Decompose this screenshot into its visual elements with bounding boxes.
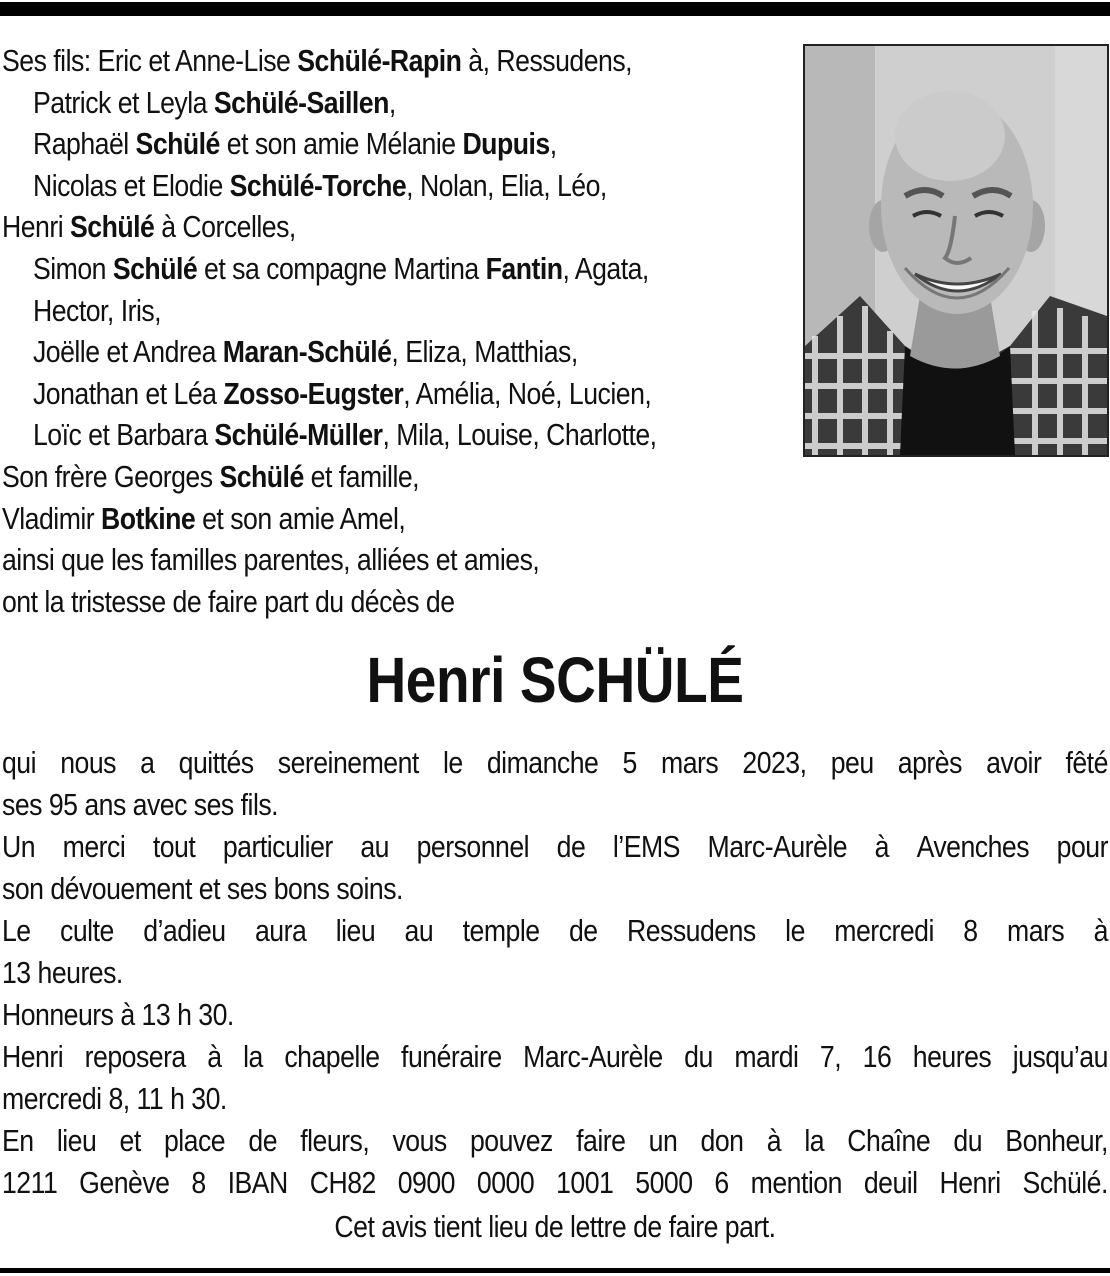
word: vous (392, 1123, 447, 1158)
body-line (2, 1120, 1108, 1162)
family-surname: Botkine (101, 500, 196, 536)
bottom-rule (0, 1268, 1110, 1273)
word: tout (152, 829, 196, 864)
family-line (2, 40, 690, 82)
family-announcement (2, 40, 802, 622)
family-surname: Schülé-Torche (229, 167, 407, 203)
family-surname: Schülé (135, 126, 220, 162)
word: 8 (963, 913, 978, 948)
family-line (2, 82, 690, 124)
word: lieu (335, 913, 376, 948)
body-paragraph (2, 994, 1108, 1036)
word: sereinement (277, 745, 419, 780)
word: dimanche (486, 745, 599, 780)
word: Henri (939, 1165, 1001, 1200)
word: mercredi (834, 913, 934, 948)
family-text: Simon (32, 250, 113, 286)
word: Un (2, 829, 36, 864)
family-text: Loïc et Barbara (32, 417, 215, 453)
family-line (2, 498, 690, 540)
word: l’EMS (612, 829, 680, 864)
portrait-photo (803, 44, 1109, 457)
word: à (874, 829, 889, 864)
word: la (804, 1123, 825, 1158)
family-text: Hector, Iris, (32, 292, 162, 328)
family-surname: Schülé (70, 209, 155, 245)
family-text: Vladimir (2, 500, 102, 536)
family-text: à, Ressudens, (461, 43, 633, 78)
word: 0900 (397, 1165, 455, 1200)
family-text: Jonathan et Léa (32, 375, 224, 411)
word: Henri (2, 1039, 64, 1074)
word: nous (60, 745, 116, 780)
word: jusqu’au (1012, 1039, 1108, 1074)
body-line (2, 1036, 1108, 1078)
body-paragraph (2, 910, 1108, 994)
word: 6 (714, 1165, 729, 1200)
word: Avenches (916, 829, 1030, 864)
word: et (119, 1123, 141, 1158)
word: 7, (819, 1039, 842, 1074)
family-text: , Agata, (562, 250, 649, 286)
word: mars (661, 745, 719, 780)
family-line (2, 539, 690, 581)
family-surname: Maran-Schülé (222, 334, 392, 370)
word: deuil (863, 1165, 918, 1200)
family-text: et sa compagne Martina (197, 250, 486, 286)
family-surname: Schülé-Müller (214, 417, 383, 453)
word: le (442, 745, 463, 780)
word: 2023, (742, 745, 807, 780)
word: place (163, 1123, 226, 1158)
word: reposera (84, 1039, 186, 1074)
word: Ressudens (627, 913, 756, 948)
family-text: Ses fils: Eric et Anne-Lise (2, 43, 298, 78)
family-text: , Nolan, Elia, Léo, (406, 167, 607, 203)
word: mention (750, 1165, 842, 1200)
word: 0000 (476, 1165, 535, 1200)
portrait-illustration (805, 46, 1107, 455)
body-line: Honneurs à 13 h 30. (2, 997, 234, 1032)
word: un (648, 1123, 678, 1158)
family-text: Patrick et Leyla (32, 84, 214, 120)
family-line (2, 123, 690, 165)
word: du (684, 1039, 713, 1074)
word: de (568, 913, 598, 948)
word: 5000 (635, 1165, 693, 1200)
word: culte (60, 913, 114, 948)
family-line (2, 581, 690, 623)
body-paragraph (2, 826, 1108, 910)
word: 5 (622, 745, 637, 780)
family-surname: Schülé-Saillen (213, 84, 389, 120)
family-text: , (549, 126, 557, 162)
word: peu (830, 745, 874, 780)
word: quittés (178, 745, 254, 780)
family-line (2, 165, 690, 207)
word: Chaîne (847, 1123, 931, 1158)
word: avoir (986, 745, 1042, 780)
body-line: son dévouement et ses bons soins. (2, 871, 403, 906)
body-line: mercredi 8, 11 h 30. (2, 1081, 227, 1116)
word: pouvez (470, 1123, 553, 1158)
footer-note: Cet avis tient lieu de lettre de faire part. (334, 1209, 776, 1244)
family-text: et famille, (303, 458, 420, 494)
word: à (766, 1123, 782, 1158)
word: qui (2, 745, 37, 780)
word: don (700, 1123, 744, 1158)
body-line (2, 1162, 1108, 1204)
body-paragraph (2, 742, 1108, 826)
word: 8 (191, 1165, 206, 1200)
family-text: , (388, 84, 396, 120)
announcement-body (2, 742, 1108, 1204)
word: de (248, 1123, 278, 1158)
family-text: à Corcelles, (154, 209, 296, 245)
family-surname: Schülé (219, 458, 304, 494)
word: après (897, 745, 962, 780)
word: lieu (56, 1123, 97, 1158)
word: heures (912, 1039, 992, 1074)
family-surname: Schülé-Rapin (297, 43, 462, 78)
family-text: , Mila, Louise, Charlotte, (382, 417, 657, 453)
family-text: ont la tristesse de faire part du décès de (2, 583, 455, 619)
family-surname: Dupuis (462, 126, 550, 162)
word: personnel (416, 829, 530, 864)
top-rule (0, 2, 1110, 16)
family-line (2, 331, 690, 373)
word: Schülé. (1022, 1165, 1108, 1200)
family-text: , Eliza, Matthias, (391, 334, 578, 370)
word: mars (1007, 913, 1065, 948)
word: Bonheur, (1005, 1123, 1108, 1158)
family-line (2, 248, 690, 290)
word: funéraire (401, 1039, 502, 1074)
family-text: et son amie Mélanie (219, 126, 463, 162)
word: au (404, 913, 434, 948)
family-surname: Schülé (112, 250, 198, 286)
family-line (2, 290, 690, 332)
family-text: , Amélia, Noé, Lucien, (403, 375, 652, 411)
word: mardi (734, 1039, 799, 1074)
word: fleurs, (300, 1123, 370, 1158)
deceased-name: Henri SCHÜLÉ (366, 644, 744, 716)
word: aura (254, 913, 307, 948)
word: pour (1056, 829, 1108, 864)
body-paragraph (2, 1120, 1108, 1204)
word: Le (2, 913, 31, 948)
family-text: Raphaël (32, 126, 136, 162)
word: de (556, 829, 586, 864)
family-text: Henri (2, 209, 71, 245)
word: la (243, 1039, 263, 1074)
word: En (2, 1123, 34, 1158)
word: à (207, 1039, 222, 1074)
word: Marc-Aurèle (523, 1039, 663, 1074)
word: fêté (1065, 745, 1108, 780)
body-line (2, 910, 1108, 952)
word: 1211 (2, 1165, 58, 1200)
word: au (360, 829, 389, 864)
word: 1001 (556, 1165, 614, 1200)
word: faire (576, 1123, 626, 1158)
body-line: 13 heures. (2, 955, 123, 990)
family-text: Nicolas et Elodie (32, 167, 230, 203)
body-line (2, 826, 1108, 868)
family-line (2, 206, 690, 248)
family-surname: Zosso-Eugster (223, 375, 404, 411)
body-line (2, 742, 1108, 784)
word: IBAN (227, 1165, 288, 1200)
word: CH82 (309, 1165, 376, 1200)
word: chapelle (284, 1039, 380, 1074)
family-line (2, 456, 690, 498)
family-text: Joëlle et Andrea (32, 334, 223, 370)
family-line (2, 373, 690, 415)
word: particulier (222, 829, 333, 864)
word: Marc-Aurèle (707, 829, 848, 864)
word: le (785, 913, 805, 948)
body-line: ses 95 ans avec ses fils. (2, 787, 279, 822)
word: Genève (79, 1165, 170, 1200)
word: d’adieu (143, 913, 226, 948)
word: à (1093, 913, 1108, 948)
word: a (140, 745, 155, 780)
word: temple (462, 913, 540, 948)
word: du (953, 1123, 983, 1158)
family-text: et son amie Amel, (195, 500, 406, 536)
word: 16 (862, 1039, 892, 1074)
family-text: Son frère Georges (2, 458, 220, 494)
family-line (2, 414, 690, 456)
body-paragraph (2, 1036, 1108, 1120)
family-surname: Fantin (485, 250, 563, 286)
family-text: ainsi que les familles parentes, alliées et amies, (2, 542, 540, 578)
word: merci (62, 829, 126, 864)
